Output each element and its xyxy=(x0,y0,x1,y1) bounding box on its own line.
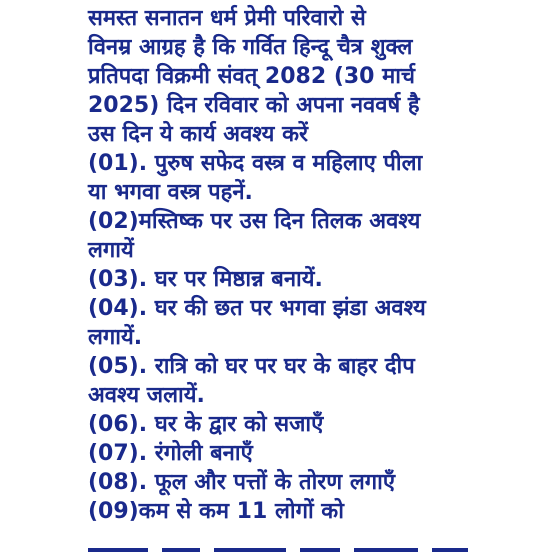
item-08: (08). फूल और पत्तों के तोरण लगाएँ xyxy=(88,470,396,495)
item-03: (03). घर पर मिष्ठान्न बनायें. xyxy=(88,267,323,292)
item-02-line-1: (02)मस्तिष्क पर उस दिन तिलक अवश्य xyxy=(88,209,421,234)
cut-off-fragment xyxy=(162,548,200,560)
intro-line-5: उस दिन ये कार्य अवश्य करें xyxy=(88,122,308,147)
cut-off-fragment xyxy=(432,548,468,560)
item-04-line-1: (04). घर की छत पर भगवा झंडा अवश्य xyxy=(88,296,426,321)
item-06: (06). घर के द्वार को सजाएँ xyxy=(88,412,324,437)
item-04-line-2: लगायें. xyxy=(88,325,143,350)
item-05-line-1: (05). रात्रि को घर पर घर के बाहर दीप xyxy=(88,354,415,379)
intro-line-3: प्रतिपदा विक्रमी संवत् 2082 (30 मार्च xyxy=(88,64,415,89)
item-01-line-1: (01). पुरुष सफेद वस्त्र व महिलाए पीला xyxy=(88,151,423,176)
item-07: (07). रंगोली बनाएँ xyxy=(88,441,253,466)
cut-off-fragment xyxy=(214,548,286,560)
cut-off-fragment xyxy=(300,548,340,560)
intro-line-2: विनम्र आग्रह है कि गर्वित हिन्दू चैत्र शुक्ल xyxy=(88,35,413,60)
item-09-line-1: (09)कम से कम 11 लोगों को xyxy=(88,499,344,524)
intro-line-1: समस्त सनातन धर्म प्रेमी परिवारो से xyxy=(88,6,366,31)
item-01-line-2: या भगवा वस्त्र पहनें. xyxy=(88,180,253,205)
item-05-line-2: अवश्य जलायें. xyxy=(88,383,205,408)
intro-line-4: 2025) दिन रविवार को अपना नववर्ष है xyxy=(88,93,420,118)
item-02-line-2: लगायें xyxy=(88,238,134,263)
cut-off-line xyxy=(88,548,508,560)
cut-off-fragment xyxy=(354,548,418,560)
message-text xyxy=(88,4,548,526)
cut-off-fragment xyxy=(88,548,148,560)
